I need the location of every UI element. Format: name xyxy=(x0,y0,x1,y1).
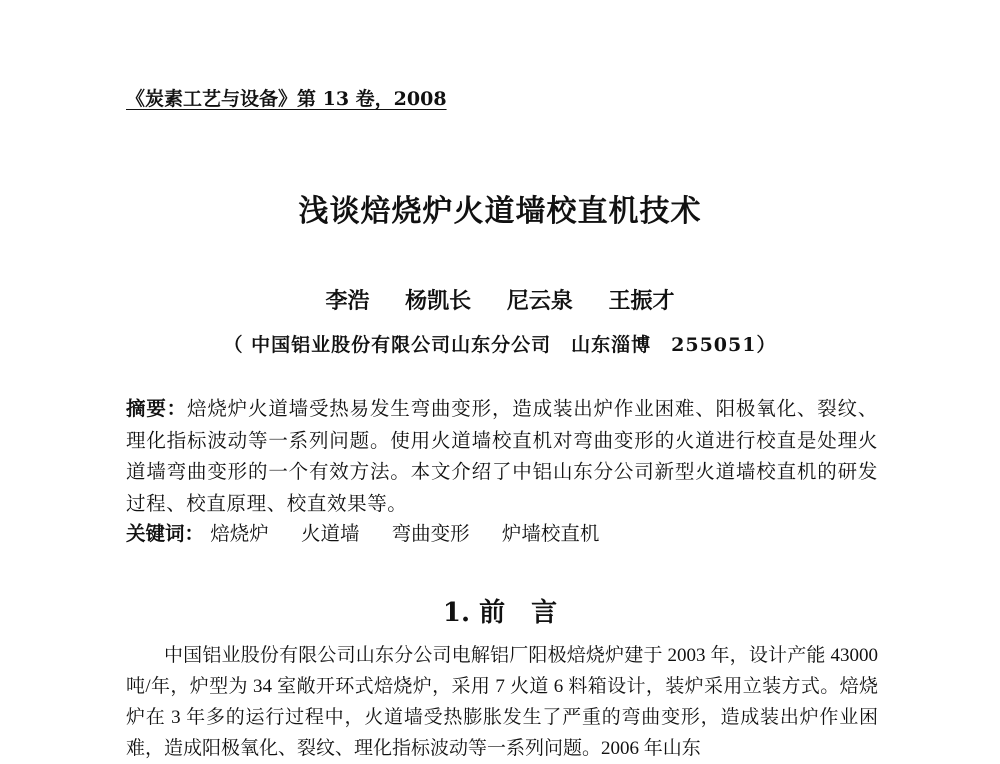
keyword: 焙烧炉 xyxy=(210,522,269,545)
abstract-text: 焙烧炉火道墙受热易发生弯曲变形，造成装出炉作业困难、阳极氧化、裂纹、理化指标波动等一系列问题。使用火道墙校直机对弯曲变形的火道进行校直是处理火道墙弯曲变形的一个有效方法。本文介绍了中铝山东分公司新型火道墙校直机的研发过程、校直原理、校直效果等。 xyxy=(126,397,878,515)
author-name: 尼云泉 xyxy=(506,288,573,314)
keyword: 炉墙校直机 xyxy=(501,522,600,545)
journal-header: 《炭素工艺与设备》第 13 卷，2008 xyxy=(126,88,447,110)
keywords-block xyxy=(126,518,878,546)
keywords-label: 关键词： xyxy=(126,522,205,545)
author-name: 杨凯长 xyxy=(405,288,472,314)
author-list xyxy=(0,284,1000,315)
author-name: 王振才 xyxy=(608,288,675,314)
section-heading: 1. 前 言 xyxy=(442,598,558,628)
affiliation: （ 中国铝业股份有限公司山东分公司 山东淄博 255051） xyxy=(223,334,777,356)
abstract-label: 摘要： xyxy=(126,397,187,420)
body-paragraph: 中国铝业股份有限公司山东分公司电解铝厂阳极焙烧炉建于 2003 年，设计产能 43000 吨/年，炉型为 34 室敞开环式焙烧炉，采用 7 火道 6 料箱设计，装炉采用立装方式。焙烧炉在 3 年多的运行过程中，火道墙受热膨胀发生了严重的弯曲变形，造成装出炉作业困难，造成阳极氧化、裂纹、理化指标波动等一系列问题。2006 年山东 xyxy=(126,645,878,759)
keyword: 火道墙 xyxy=(300,522,360,545)
author-name: 李浩 xyxy=(325,288,370,314)
body-text xyxy=(126,640,878,764)
keyword: 弯曲变形 xyxy=(391,522,470,545)
abstract-block xyxy=(126,393,878,519)
paper-title: 浅谈焙烧炉火道墙校直机技术 xyxy=(298,194,702,229)
